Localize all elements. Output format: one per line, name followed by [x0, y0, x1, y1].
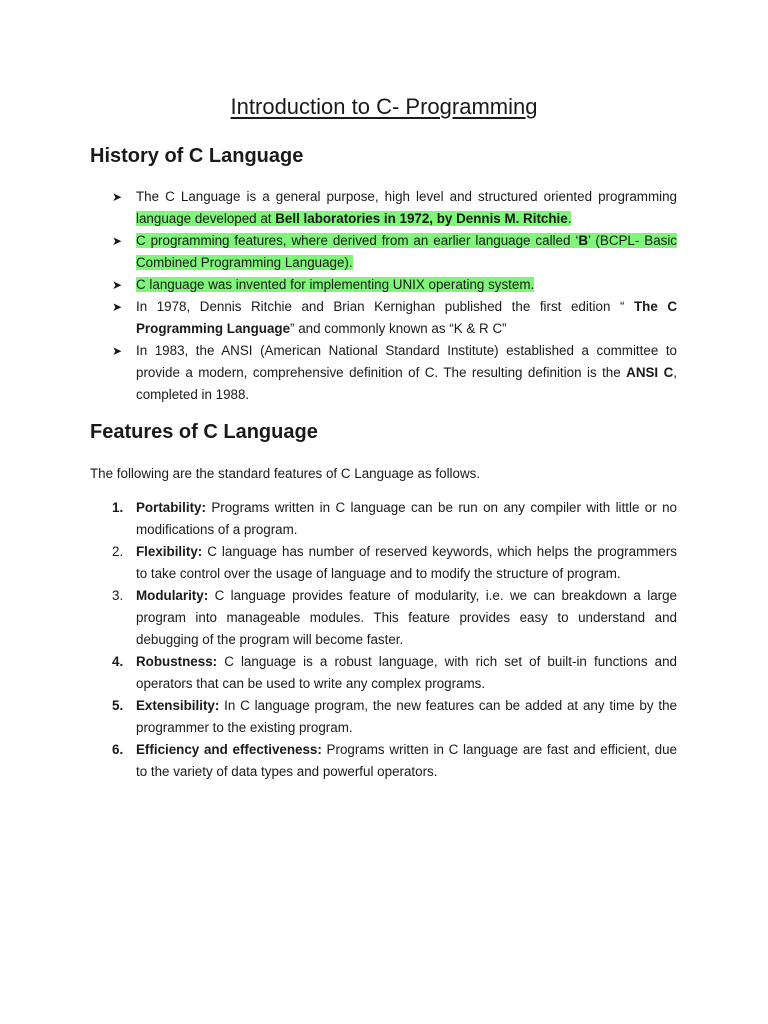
- list-item: ➤ In 1983, the ANSI (American National Standard Institute) established a committee to provide a modern, comprehensive definition of C. The resulting definition is the ANSI C, completed in 1988.: [0, 340, 677, 406]
- arrow-bullet-icon: ➤: [112, 300, 123, 314]
- list-item: 3. Modularity: C language provides feature of modularity, i.e. we can breakdown a large program into manageable modules. This feature provides easy to understand and debugging of the program will become faster.: [0, 585, 677, 651]
- feature-label: Flexibility:: [136, 544, 203, 559]
- arrow-bullet-icon: ➤: [112, 190, 123, 204]
- list-item: [0, 230, 677, 274]
- feature-label: Robustness:: [136, 654, 218, 669]
- list-item: 4. Robustness: C language is a robust language, with rich set of built-in functions and operators that can be used to write any complex programs.: [0, 651, 677, 695]
- highlighted-text: C programming features, where derived from an earlier language called ‘B’ (BCPL- Basic Combined Programming Language).: [136, 233, 678, 270]
- list-item: 2. Flexibility: C language has number of reserved keywords, which helps the programmers to take control over the usage of language and to modify the structure of program.: [0, 541, 677, 585]
- item-number: 6.: [112, 742, 124, 757]
- history-list: [0, 186, 768, 406]
- history-heading: History of C Language: [90, 145, 304, 167]
- feature-label: Efficiency and effectiveness:: [136, 742, 322, 757]
- item-number: 3.: [112, 588, 124, 603]
- feature-label: Portability:: [136, 500, 206, 515]
- arrow-bullet-icon: ➤: [112, 278, 123, 292]
- list-item: ➤ The C Language is a general purpose, high level and structured oriented programming language developed at Bell laboratories in 1972, by Dennis M. Ritchie.: [0, 186, 677, 230]
- list-item: ➤ In 1978, Dennis Ritchie and Brian Kernighan published the first edition “ The C Programming Language” and commonly known as “K & R C”: [0, 296, 677, 340]
- arrow-bullet-icon: ➤: [112, 344, 123, 358]
- list-item: 5. Extensibility: In C language program, the new features can be added at any time by the programmer to the existing program.: [0, 695, 677, 739]
- item-number: 4.: [112, 654, 124, 669]
- item-number: 2.: [112, 544, 124, 559]
- highlighted-text: language developed at Bell laboratories in 1972, by Dennis M. Ritchie.: [136, 211, 572, 226]
- arrow-bullet-icon: ➤: [112, 234, 123, 248]
- item-number: 1.: [112, 500, 124, 515]
- list-item: [0, 274, 677, 296]
- feature-label: Extensibility:: [136, 698, 220, 713]
- highlighted-text: C language was invented for implementing UNIX operating system.: [136, 277, 535, 292]
- features-heading: Features of C Language: [90, 421, 318, 443]
- item-number: 5.: [112, 698, 124, 713]
- feature-label: Modularity:: [136, 588, 209, 603]
- list-item: 6. Efficiency and effectiveness: Programs written in C language are fast and efficient, due to the variety of data types and powerful operators.: [0, 739, 677, 783]
- list-item: 1. Portability: Programs written in C language can be run on any compiler with little or no modifications of a program.: [0, 497, 677, 541]
- features-intro: The following are the standard features of C Language as follows.: [90, 466, 481, 481]
- page-title: Introduction to C- Programming: [230, 94, 538, 119]
- features-list: [0, 497, 768, 783]
